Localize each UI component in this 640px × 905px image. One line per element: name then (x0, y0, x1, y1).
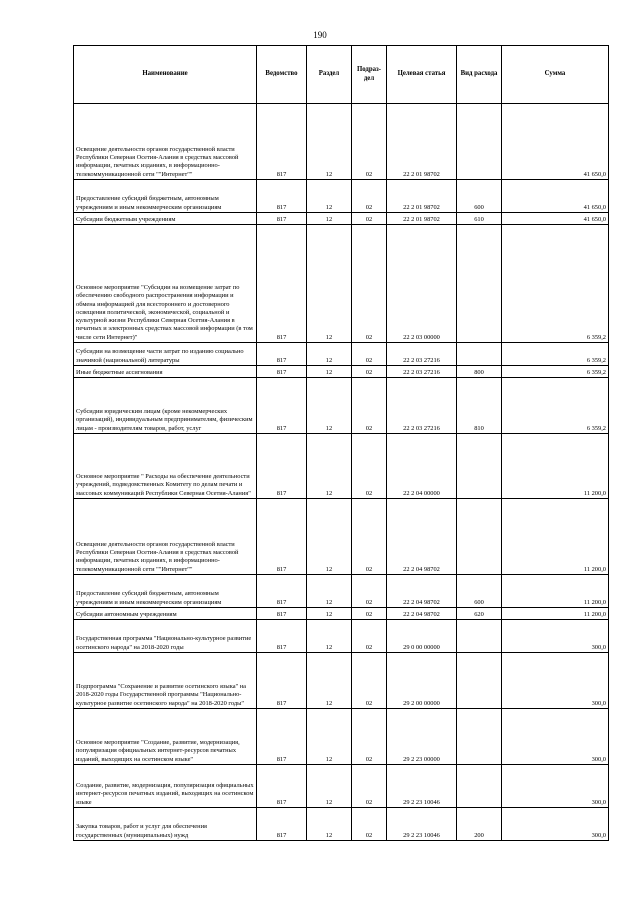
cell-vid (457, 434, 502, 499)
cell-summa: 41 650,0 (502, 104, 609, 180)
cell-summa: 11 200,0 (502, 575, 609, 608)
cell-name: Субсидии юридическим лицам (кроме некоммерческих организаций), индивидуальным предпринимателям, физическим лицам - производителям товаров, работ, услуг (74, 378, 257, 434)
header-vedomstvo: Ведомство (257, 46, 307, 104)
cell-razdel: 12 (307, 765, 352, 808)
cell-razdel: 12 (307, 378, 352, 434)
cell-summa: 41 650,0 (502, 213, 609, 225)
cell-ved: 817 (257, 434, 307, 499)
cell-ved: 817 (257, 343, 307, 366)
table-row (74, 808, 609, 841)
cell-name: Предоставление субсидий бюджетным, автономным учреждениям и иным некоммерческим организациям (74, 180, 257, 213)
cell-statya: 22 2 04 98702 (387, 575, 457, 608)
cell-ved: 817 (257, 366, 307, 378)
cell-statya: 22 2 04 98702 (387, 499, 457, 575)
header-vid-rashoda: Вид расхода (457, 46, 502, 104)
cell-razdel: 12 (307, 653, 352, 709)
cell-podrazdel: 02 (352, 499, 387, 575)
cell-statya: 22 2 03 00000 (387, 225, 457, 343)
cell-summa: 11 200,0 (502, 608, 609, 620)
cell-podrazdel: 02 (352, 575, 387, 608)
cell-statya: 29 2 00 00000 (387, 653, 457, 709)
table-row (74, 343, 609, 366)
cell-summa: 6 359,2 (502, 225, 609, 343)
table-row (74, 104, 609, 180)
cell-ved: 817 (257, 213, 307, 225)
table-row (74, 213, 609, 225)
cell-podrazdel: 02 (352, 225, 387, 343)
cell-razdel: 12 (307, 620, 352, 653)
cell-name: Закупка товаров, работ и услуг для обеспечения государственных (муниципальных) нужд (74, 808, 257, 841)
cell-vid: 610 (457, 213, 502, 225)
table-row (74, 608, 609, 620)
table-row (74, 765, 609, 808)
cell-statya: 22 2 03 27216 (387, 366, 457, 378)
cell-podrazdel: 02 (352, 434, 387, 499)
cell-podrazdel: 02 (352, 213, 387, 225)
cell-podrazdel: 02 (352, 765, 387, 808)
cell-razdel: 12 (307, 343, 352, 366)
cell-name: Освещение деятельности органов государственной власти Республики Северная Осетия-Алания в средствах массовой информации, печатных изданиях, в информационно-телекоммуникационной сети ""Интернет"" (74, 499, 257, 575)
cell-podrazdel: 02 (352, 378, 387, 434)
cell-vid (457, 343, 502, 366)
cell-statya: 29 2 23 10046 (387, 765, 457, 808)
cell-ved: 817 (257, 653, 307, 709)
cell-podrazdel: 02 (352, 808, 387, 841)
cell-ved: 817 (257, 765, 307, 808)
cell-vid (457, 499, 502, 575)
table-row (74, 620, 609, 653)
cell-vid: 200 (457, 808, 502, 841)
cell-ved: 817 (257, 378, 307, 434)
cell-razdel: 12 (307, 104, 352, 180)
table-header-row (74, 46, 609, 104)
cell-name: Субсидии автономным учреждениям (74, 608, 257, 620)
cell-summa: 11 200,0 (502, 434, 609, 499)
cell-podrazdel: 02 (352, 104, 387, 180)
cell-ved: 817 (257, 225, 307, 343)
cell-razdel: 12 (307, 499, 352, 575)
cell-razdel: 12 (307, 434, 352, 499)
cell-podrazdel: 02 (352, 620, 387, 653)
header-celevaya-statya: Целевая статья (387, 46, 457, 104)
cell-ved: 817 (257, 104, 307, 180)
cell-name: Иные бюджетные ассигнования (74, 366, 257, 378)
header-podrazdel: Подраз-дел (352, 46, 387, 104)
cell-name: Основное мероприятие "Субсидии на возмещение затрат по обеспечению свободного распространения информации и обмена информацией для всестороннего и достоверного освещения политической, экономической, социальной и культурной жизни Республики Северная Осетия-Алания в печатных и электронных средствах массовой информации (в том числе сети Интернет)" (74, 225, 257, 343)
table-row (74, 499, 609, 575)
cell-summa: 41 650,0 (502, 180, 609, 213)
page-number: 190 (313, 30, 327, 40)
cell-podrazdel: 02 (352, 366, 387, 378)
table-row (74, 366, 609, 378)
table-row (74, 709, 609, 765)
cell-statya: 29 2 23 00000 (387, 709, 457, 765)
cell-vid: 800 (457, 366, 502, 378)
budget-table (73, 45, 609, 841)
table-row (74, 225, 609, 343)
cell-vid (457, 104, 502, 180)
cell-summa: 6 359,2 (502, 366, 609, 378)
header-razdel: Раздел (307, 46, 352, 104)
cell-summa: 300,0 (502, 808, 609, 841)
table-row (74, 378, 609, 434)
cell-statya: 22 2 04 98702 (387, 608, 457, 620)
cell-podrazdel: 02 (352, 180, 387, 213)
header-name: Наименование (74, 46, 257, 104)
cell-name: Предоставление субсидий бюджетным, автономным учреждениям и иным некоммерческим организациям (74, 575, 257, 608)
cell-vid (457, 620, 502, 653)
cell-vid: 810 (457, 378, 502, 434)
cell-razdel: 12 (307, 180, 352, 213)
cell-ved: 817 (257, 620, 307, 653)
cell-summa: 300,0 (502, 653, 609, 709)
cell-name: Подпрограмма "Сохранение и развитие осетинского языка" на 2018-2020 годы Государственной программы "Национально-культурное развитие осетинского народа" на 2018-2020 годы" (74, 653, 257, 709)
cell-name: Субсидии бюджетным учреждениям (74, 213, 257, 225)
cell-razdel: 12 (307, 808, 352, 841)
cell-name: Создание, развитие, модернизация, популяризация официальных интернет-ресурсов печатных изданий, выходящих на осетинском языке (74, 765, 257, 808)
cell-summa: 300,0 (502, 765, 609, 808)
cell-podrazdel: 02 (352, 608, 387, 620)
table-row (74, 434, 609, 499)
cell-ved: 817 (257, 575, 307, 608)
header-summa: Сумма (502, 46, 609, 104)
cell-razdel: 12 (307, 225, 352, 343)
cell-summa: 300,0 (502, 620, 609, 653)
cell-name: Основное мероприятие " Расходы на обеспечение деятельности учреждений, подведомственных Комитету по делам печати и массовых коммуникаций Республики Северная Осетия-Алания" (74, 434, 257, 499)
cell-vid (457, 709, 502, 765)
cell-summa: 11 200,0 (502, 499, 609, 575)
cell-vid: 620 (457, 608, 502, 620)
cell-razdel: 12 (307, 575, 352, 608)
cell-podrazdel: 02 (352, 653, 387, 709)
cell-statya: 22 2 01 98702 (387, 180, 457, 213)
table-row (74, 180, 609, 213)
cell-name: Субсидии на возмещение части затрат по изданию социально значимой (национальной) литературы (74, 343, 257, 366)
cell-statya: 22 2 03 27216 (387, 343, 457, 366)
cell-summa: 6 359,2 (502, 378, 609, 434)
cell-name: Основное мероприятие "Создание, развитие, модернизация, популяризация официальных интернет-ресурсов печатных изданий, выходящих на осетинском языке" (74, 709, 257, 765)
cell-vid: 600 (457, 575, 502, 608)
cell-vid (457, 765, 502, 808)
cell-statya: 22 2 01 98702 (387, 213, 457, 225)
cell-podrazdel: 02 (352, 343, 387, 366)
cell-razdel: 12 (307, 366, 352, 378)
cell-statya: 22 2 01 98702 (387, 104, 457, 180)
cell-razdel: 12 (307, 213, 352, 225)
cell-ved: 817 (257, 808, 307, 841)
cell-ved: 817 (257, 499, 307, 575)
cell-name: Государственная программа "Национально-культурное развитие осетинского народа" на 2018-2020 годы (74, 620, 257, 653)
cell-summa: 300,0 (502, 709, 609, 765)
table-row (74, 575, 609, 608)
table-body (74, 104, 609, 841)
cell-statya: 29 0 00 00000 (387, 620, 457, 653)
cell-podrazdel: 02 (352, 709, 387, 765)
cell-razdel: 12 (307, 709, 352, 765)
cell-razdel: 12 (307, 608, 352, 620)
cell-ved: 817 (257, 608, 307, 620)
cell-ved: 817 (257, 180, 307, 213)
cell-summa: 6 359,2 (502, 343, 609, 366)
cell-vid: 600 (457, 180, 502, 213)
cell-statya: 22 2 03 27216 (387, 378, 457, 434)
cell-ved: 817 (257, 709, 307, 765)
cell-statya: 22 2 04 00000 (387, 434, 457, 499)
cell-vid (457, 653, 502, 709)
table-row (74, 653, 609, 709)
cell-statya: 29 2 23 10046 (387, 808, 457, 841)
cell-vid (457, 225, 502, 343)
cell-name: Освещение деятельности органов государственной власти Республики Северная Осетия-Алания в средствах массовой информации, печатных изданиях, в информационно-телекоммуникационной сети ""Интернет"" (74, 104, 257, 180)
